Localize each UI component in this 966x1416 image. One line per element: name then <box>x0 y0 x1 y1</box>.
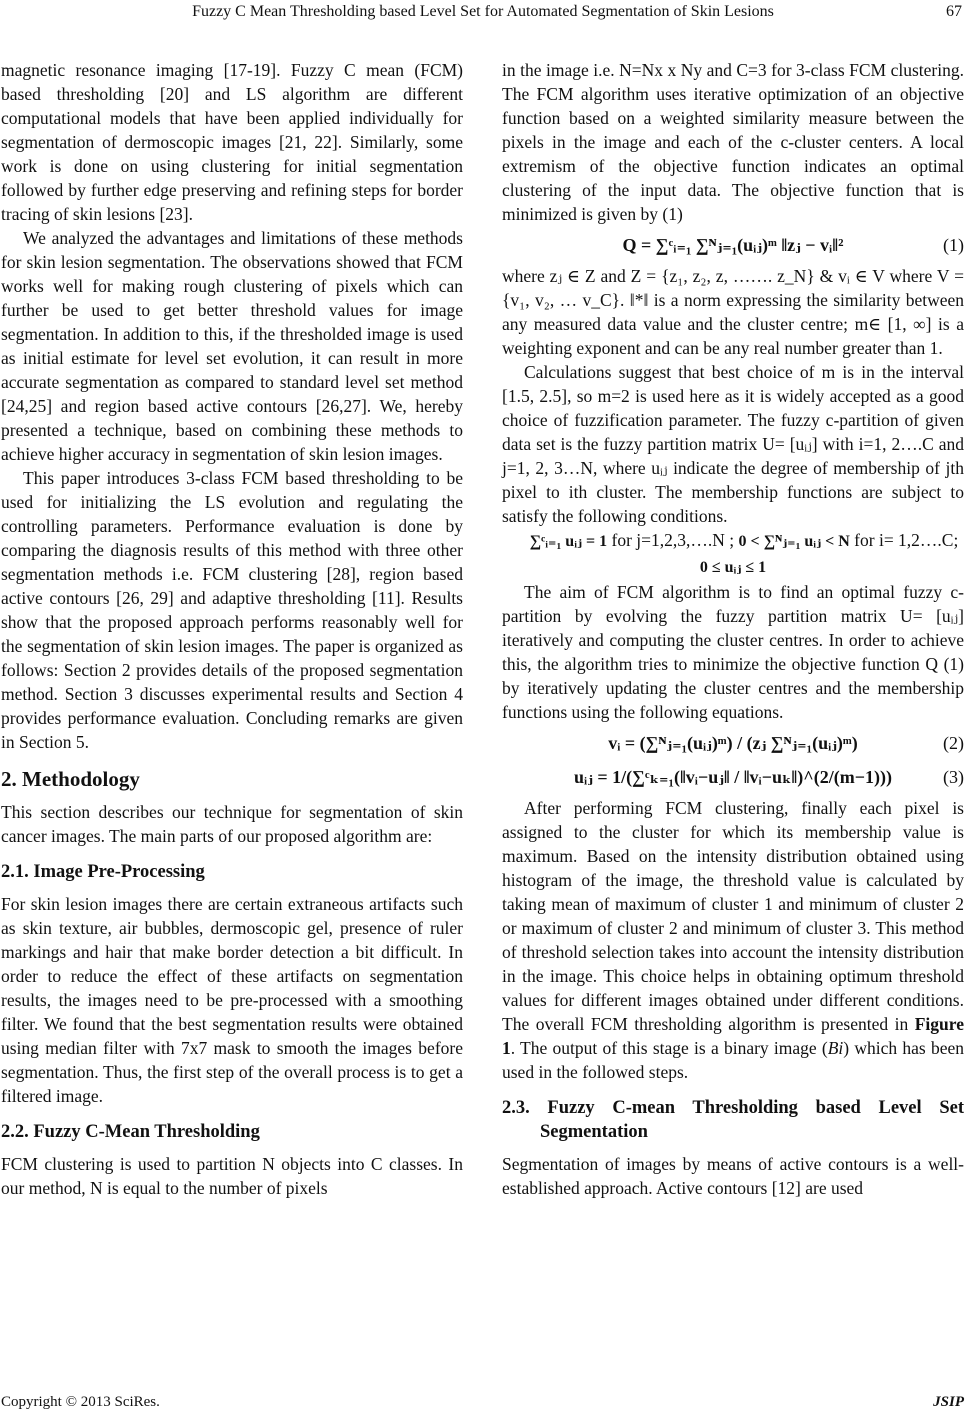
equation-2-number: (2) <box>943 733 964 753</box>
condition-1: ∑ᶜᵢ₌₁ uᵢⱼ = 1 <box>529 533 608 550</box>
running-title: Fuzzy C Mean Thresholding based Level Set for Automated Segmentation of Skin Lesions <box>192 3 774 20</box>
section-heading-methodology: 2. Methodology <box>1 767 140 791</box>
equation-1 <box>502 230 964 260</box>
equation-3-number: (3) <box>943 767 964 787</box>
journal-name: JSIP <box>933 1394 964 1410</box>
membership-conditions <box>502 528 964 580</box>
paragraph: This paper introduces 3-class FCM based thresholding to be used for initializing the LS evolution and regulating the controlling parameters. Performance evaluation is done by comparing the diagnosis results of this method with three other segmentation methods i.e. FCM clustering [28], region based active contours [26, 29] and adaptive thresholding [11]. Results show that the proposed approach performs reasonably well for the segmentation of skin lesion images. The paper is organized as follows: Section 2 provides details of the proposed segmentation method. Section 3 discusses experimental results and Section 4 provides performance evaluation. Concluding remarks are given in Section 5. <box>1 468 463 752</box>
paragraph: FCM clustering is used to partition N objects into C classes. In our method, N is equal to the number of pixels <box>1 1154 463 1198</box>
paragraph: The aim of FCM algorithm is to find an optimal fuzzy c-partition by evolving the fuzzy partition matrix U= [uᵢⱼ] iteratively and computing the cluster centres. In order to achieve this, the algorithm tries to minimize the objective function Q (1) by iteratively updating the cluster centres and the membership functions using the following equations. <box>502 582 964 722</box>
subsection-heading-fcm-thresholding: 2.2. Fuzzy C-Mean Thresholding <box>1 1122 260 1142</box>
copyright-notice: Copyright © 2013 SciRes. <box>1 1394 160 1410</box>
paragraph <box>502 796 964 1084</box>
right-column <box>502 58 964 1200</box>
binary-image-symbol: Bi <box>827 1038 844 1058</box>
page-number: 67 <box>946 3 962 20</box>
subsection-heading-level-set: 2.3. Fuzzy C-mean Thresholding based Level Set Segmentation <box>502 1098 964 1142</box>
paragraph: in the image i.e. N=Nx x Ny and C=3 for 3-class FCM clustering. The FCM algorithm uses iterative optimization of an objective function based on a weighted similarity measure between the pixels in the image and each of the c-cluster centers. A local extremism of the objective function indicates an optimal clustering of the input data. The objective function that is minimized is given by (1) <box>502 60 964 224</box>
equation-1-formula: Q = ∑ᶜᵢ₌₁ ∑ᴺⱼ₌₁(uᵢⱼ)ᵐ ‖zⱼ − vᵢ‖² <box>622 235 844 255</box>
paragraph: where zⱼ ∈ Z and Z = {z₁, z₂, z, ……. z_N} & vᵢ ∈ V where V = {v₁, v₂, … v_C}. ‖*‖ is a norm expressing the similarity between any measured data value and the cluster centre; m∈ [1, ∞] is a weighting exponent and can be any real number greater than 1. <box>502 266 964 358</box>
equation-3-formula: uᵢⱼ = 1/(∑ᶜₖ₌₁(‖vᵢ−uⱼ‖ / ‖vᵢ−uₖ‖)^(2/(m−1))) <box>574 767 892 787</box>
paragraph-text: After performing FCM clustering, finally each pixel is assigned to the cluster for which its membership value is maximum. Based on the intensity distribution obtained using histogram of the image, the threshold value is calculated by taking mean of maximum of cluster 1 and minimum of cluster 2 or maximum of cluster 2 and minimum of cluster 3. This method of threshold selection takes into account the intensity distribution in the image. This choice helps in obtaining optimum threshold values for different images obtained under different conditions. The overall FCM thresholding algorithm is presented in <box>502 798 964 1034</box>
condition-3: 0 ≤ uᵢⱼ ≤ 1 <box>699 559 767 576</box>
paragraph: For skin lesion images there are certain extraneous artifacts such as skin texture, air bubbles, dermoscopic gel, presence of ruler markings and hair that make border detection a bit difficult. In order to reduce the effect of these artifacts on segmentation results, the images need to be pre-processed with a smoothing filter. We found that the best segmentation results were obtained using median filter with 7x7 mask to smooth the images before segmentation. Thus, the first step of the overall process is to get a filtered image. <box>1 894 463 1106</box>
page-header <box>0 0 966 26</box>
page-footer <box>0 1392 966 1412</box>
paragraph: Calculations suggest that best choice of m is in the interval [1.5, 2.5], so m=2 is used here as it is widely accepted as a good choice of fuzzification parameter. The fuzzy c-partition of given data set is the fuzzy partition matrix U= [uᵢⱼ] with i=1, 2….C and j=1, 2, 3…N, where uᵢⱼ indicate the degree of membership of jth pixel to ith cluster. The membership functions are subject to satisfy the following conditions. <box>502 362 964 526</box>
subsection-heading-preprocessing: 2.1. Image Pre-Processing <box>1 862 205 882</box>
paragraph: This section describes our technique for segmentation of skin cancer images. The main parts of our proposed algorithm are: <box>1 802 463 846</box>
equation-3 <box>502 762 964 792</box>
paragraph-text: ) which has been used in the followed steps. <box>502 1038 964 1082</box>
paragraph: We analyzed the advantages and limitations of these methods for skin lesion segmentation. The observations showed that FCM works well for making rough clustering of pixels which can further be used to get better threshold values for image segmentation. In addition to this, if the thresholded image is used as initial estimate for level set evolution, it can result in more accurate segmentation as compared to standard level set method [24,25] and region based active contours [26,27]. We, hereby presented a technique, based on combining these methods to achieve higher accuracy in segmentation of skin lesion images. <box>1 228 463 464</box>
figure-reference: Figure 1 <box>502 1014 964 1058</box>
equation-2 <box>502 728 964 758</box>
condition-2: 0 < ∑ᴺⱼ₌₁ uᵢⱼ < N <box>738 533 850 550</box>
paragraph-text: . The output of this stage is a binary image ( <box>510 1038 828 1058</box>
condition-2-text: for i= 1,2….C; <box>849 530 959 550</box>
left-column <box>1 58 463 1200</box>
paragraph: magnetic resonance imaging [17-19]. Fuzzy C mean (FCM) based thresholding [20] and LS algorithm are different computational models that have been applied individually for segmentation of dermoscopic images [21, 22]. Similarly, some work is done on using clustering for initial segmentation followed by further edge preserving and refining steps for border tracing of skin lesions [23]. <box>1 60 463 224</box>
condition-1-text: for j=1,2,3,….N ; <box>607 530 739 550</box>
equation-1-number: (1) <box>943 235 964 255</box>
equation-2-formula: vᵢ = (∑ᴺⱼ₌₁(uᵢⱼ)ᵐ) / (zⱼ ∑ᴺⱼ₌₁(uᵢⱼ)ᵐ) <box>608 733 858 753</box>
paragraph: Segmentation of images by means of active contours is a well-established approach. Active contours [12] are used <box>502 1154 964 1198</box>
